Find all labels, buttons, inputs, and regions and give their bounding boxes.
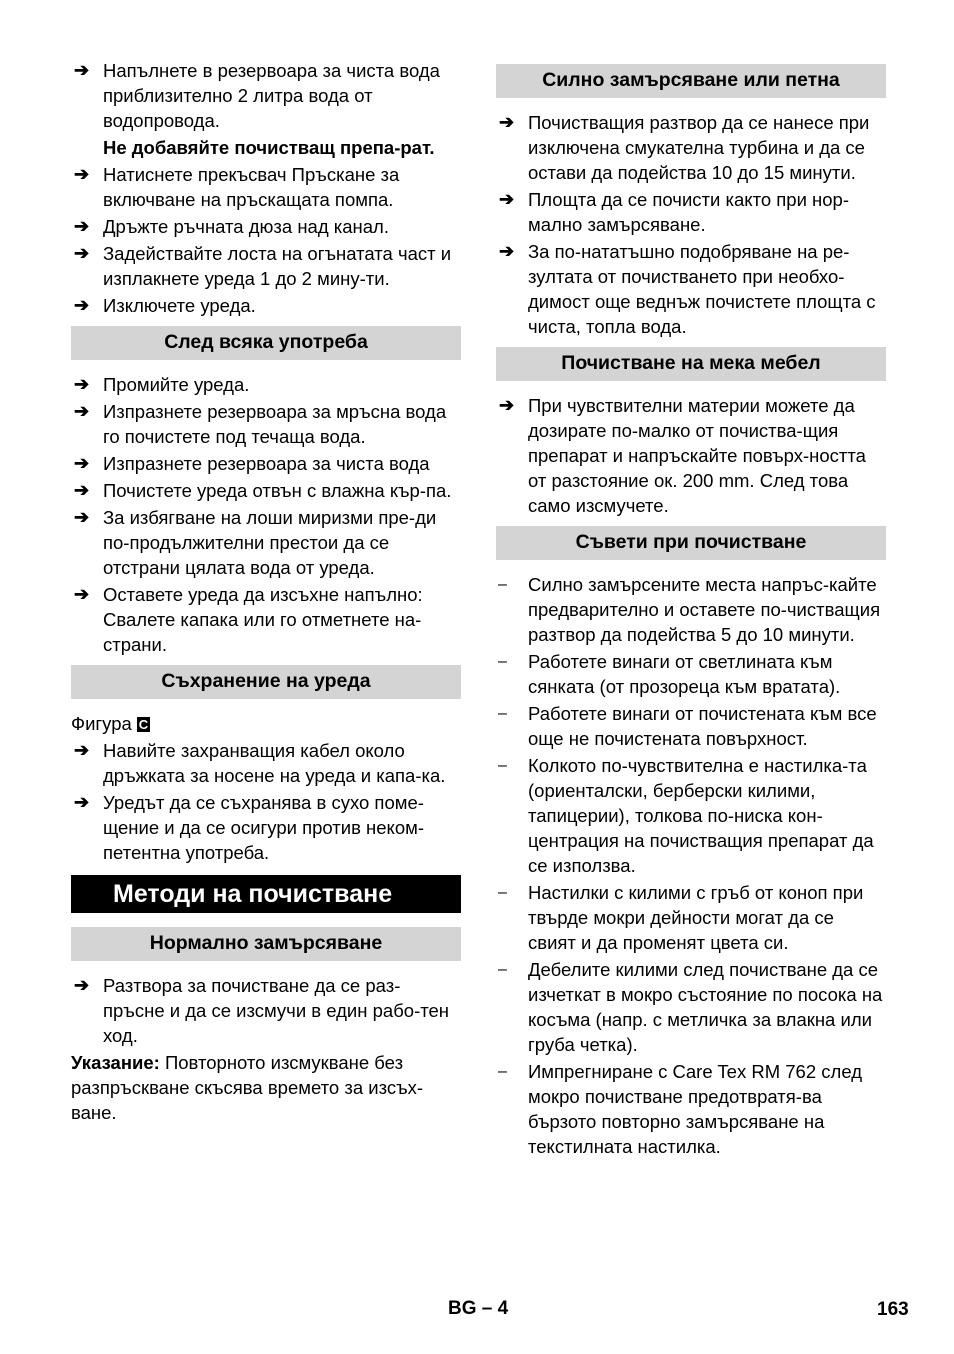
list-item: ➔ Дръжте ръчната дюза над канал. bbox=[74, 216, 389, 237]
list-item: – Колкото по-чувствителна е настилка-та (ориенталски, берберски килими, тапицерии), толкова по-ниска кон-центрация на почистващия препарат да се използва. bbox=[498, 755, 874, 876]
list-item: – Дебелите килими след почистване да се изчеткат в мокро състояние по посока на косъма (напр. с метличка за влакна или груба четка). bbox=[498, 959, 883, 1055]
arrow-icon: ➔ bbox=[74, 792, 90, 812]
list-item: ➔ Оставете уреда да изсъхне напълно: Свалете капака или го отметнете на-страни. bbox=[74, 584, 423, 655]
dash-icon: – bbox=[498, 653, 507, 670]
chapter-title: Методи на почистване bbox=[71, 875, 461, 913]
list-item: – Импрегниране с Care Tex RM 762 след мокро почистване предотвратя-ва бързото повторно замърсяване на текстилната настилка. bbox=[498, 1061, 862, 1157]
dash-icon: – bbox=[498, 884, 507, 901]
footer-section-label: BG – 4 bbox=[448, 1298, 509, 1319]
warning-note: Не добавяйте почистващ препа-рат. bbox=[103, 137, 435, 158]
page-number: 163 bbox=[877, 1299, 909, 1320]
right-column bbox=[496, 64, 886, 1161]
arrow-icon: ➔ bbox=[74, 60, 90, 80]
arrow-icon: ➔ bbox=[74, 507, 90, 527]
list-item: ➔ Задействайте лоста на огънатата част и изплакнете уреда 1 до 2 мину-ти. bbox=[74, 243, 452, 289]
list-item: ➔ Напълнете в резервоара за чиста вода приблизително 2 литра вода от водопровода. bbox=[74, 60, 440, 131]
dash-icon: – bbox=[498, 757, 507, 774]
arrow-icon: ➔ bbox=[74, 584, 90, 604]
list-item: ➔ Почистващия разтвор да се нанесе при изключена смукателна турбина и да се остави да подейства 10 до 15 минути. bbox=[499, 112, 870, 183]
arrow-icon: ➔ bbox=[74, 975, 90, 995]
section-heading-heavy: Силно замърсяване или петна bbox=[496, 64, 886, 98]
arrow-icon: ➔ bbox=[499, 112, 515, 132]
section-heading-soft: Почистване на мека мебел bbox=[496, 347, 886, 381]
arrow-icon: ➔ bbox=[74, 164, 90, 184]
list-item: ➔ Навийте захранващия кабел около дръжката за носене на уреда и капа-ка. bbox=[74, 740, 446, 786]
list-item: – Настилки с килими с гръб от коноп при твърде мокри дейности могат да се свият и да променят цвета си. bbox=[498, 882, 864, 953]
arrow-icon: ➔ bbox=[74, 480, 90, 500]
hint-paragraph: Указание: Повторното изсмукване без разпръскване скъсява времето за изсъх-ване. bbox=[71, 1052, 424, 1123]
section-heading-after-use: След всяка употреба bbox=[71, 326, 461, 360]
arrow-icon: ➔ bbox=[74, 295, 90, 315]
section-heading-normal: Нормално замърсяване bbox=[71, 927, 461, 961]
list-item: ➔ За по-нататъшно подобряване на ре-зултата от почистването при необхо-димост още веднъж почистете площта с чиста, топла вода. bbox=[499, 241, 876, 337]
list-item: – Работете винаги от почистената към все още не почистената повърхност. bbox=[498, 703, 877, 749]
arrow-icon: ➔ bbox=[499, 241, 515, 261]
list-item: ➔ Почистете уреда отвън с влажна кър-па. bbox=[74, 480, 452, 501]
arrow-icon: ➔ bbox=[74, 740, 90, 760]
list-item: ➔ Уредът да се съхранява в сухо поме-щение и да се осигури против неком-петентна употреба. bbox=[74, 792, 425, 863]
dash-icon: – bbox=[498, 705, 507, 722]
list-item: ➔ При чувствителни материи можете да дозирате по-малко от почиства-щия препарат и напръскайте повърх-ността от разстояние ок. 200 mm. След това само изсмучете. bbox=[499, 395, 866, 516]
arrow-icon: ➔ bbox=[74, 243, 90, 263]
dash-icon: – bbox=[498, 576, 507, 593]
arrow-icon: ➔ bbox=[74, 453, 90, 473]
dash-icon: – bbox=[498, 1063, 507, 1080]
arrow-icon: ➔ bbox=[499, 189, 515, 209]
figure-reference: Фигура C bbox=[71, 713, 149, 734]
arrow-icon: ➔ bbox=[74, 374, 90, 394]
list-item: – Работете винаги от светлината към сянката (от прозореца към вратата). bbox=[498, 651, 841, 697]
list-item: ➔ Разтвора за почистване да се раз-пръсне и да се изсмучи в един рабо-тен ход. bbox=[74, 975, 450, 1046]
list-item: ➔ За избягване на лоши миризми пре-ди по-продължителни престои да се отстрани цялата вода от уреда. bbox=[74, 507, 437, 578]
left-column bbox=[71, 58, 461, 1127]
arrow-icon: ➔ bbox=[499, 395, 515, 415]
list-item: ➔ Натиснете прекъсвач Пръскане за включване на пръскащата помпа. bbox=[74, 164, 400, 210]
list-item: ➔ Изключете уреда. bbox=[74, 295, 256, 316]
list-item: ➔ Изпразнете резервоара за чиста вода bbox=[74, 453, 430, 474]
list-item: – Силно замърсените места напръс-кайте предварително и оставете по-чистващия разтвор да подейства 5 до 10 минути. bbox=[498, 574, 881, 645]
arrow-icon: ➔ bbox=[74, 216, 90, 236]
list-item: ➔ Изпразнете резервоара за мръсна вода го почистете под течаща вода. bbox=[74, 401, 447, 447]
figure-tag: C bbox=[138, 717, 149, 732]
list-item: ➔ Промийте уреда. bbox=[74, 374, 250, 395]
arrow-icon: ➔ bbox=[74, 401, 90, 421]
section-heading-storage: Съхранение на уреда bbox=[71, 665, 461, 699]
list-item: ➔ Площта да се почисти както при нор-мално замърсяване. bbox=[499, 189, 849, 235]
dash-icon: – bbox=[498, 961, 507, 978]
section-heading-tips: Съвети при почистване bbox=[496, 526, 886, 560]
hint-label: Указание: bbox=[71, 1052, 160, 1073]
